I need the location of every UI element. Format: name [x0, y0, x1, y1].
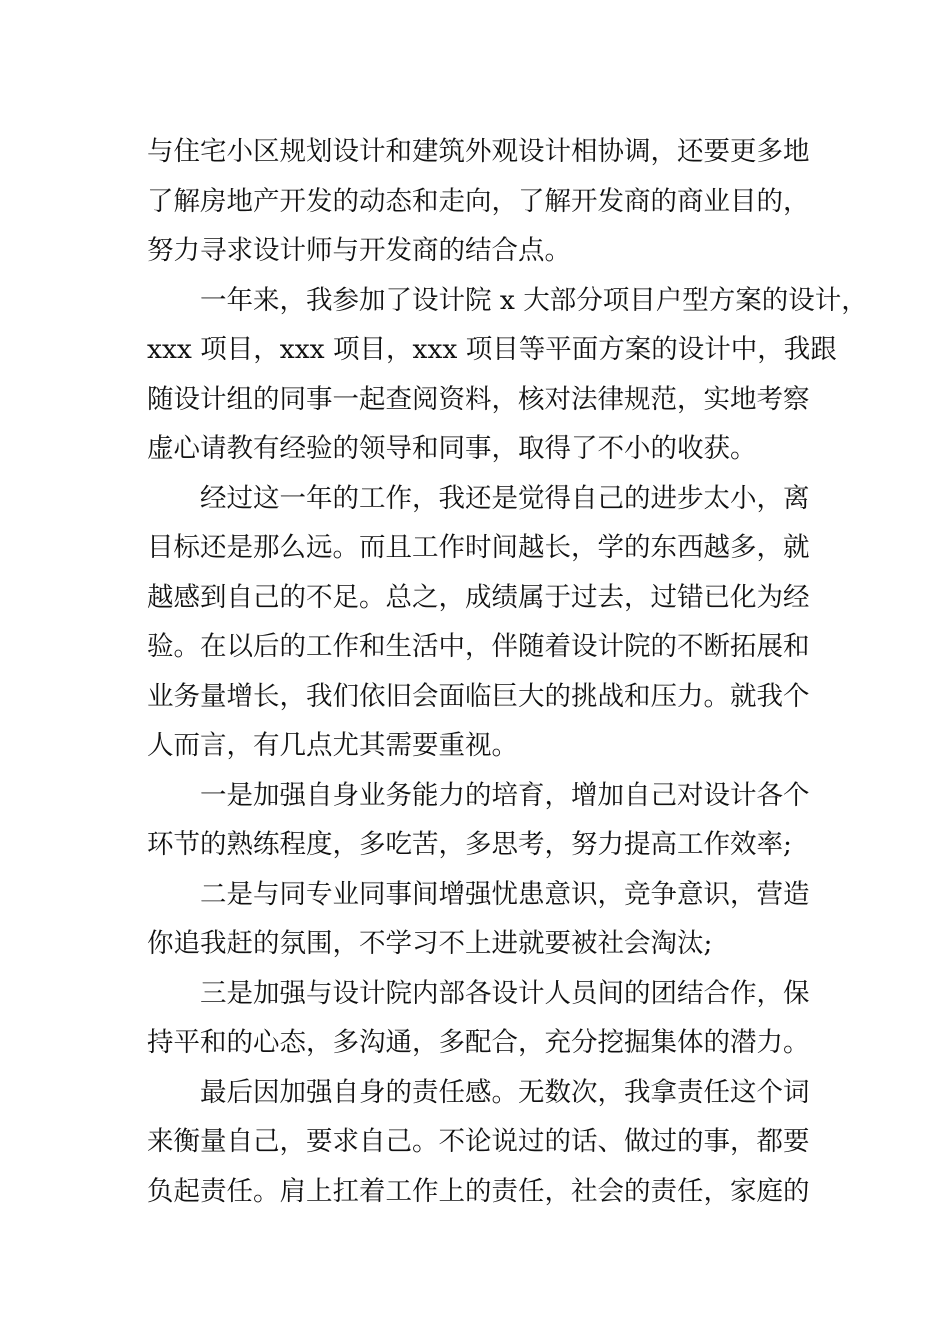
paragraph-start-line: 一年来，我参加了设计院 x 大部分项目户型方案的设计，: [200, 284, 868, 316]
paragraph-start-line: 一是加强自身业务能力的培育，增加自己对设计各个: [200, 779, 810, 811]
text-line: 负起责任。肩上扛着工作上的责任，社会的责任，家庭的: [147, 1175, 810, 1207]
text-line: 人而言，有几点尤其需要重视。: [147, 730, 518, 761]
paragraph-start-line: 二是与同专业同事间增强忧患意识，竞争意识，营造: [200, 878, 810, 910]
text-line: 环节的熟练程度，多吃苦，多思考，努力提高工作效率;: [147, 829, 792, 860]
text-line: 验。在以后的工作和生活中，伴随着设计院的不断拓展和: [147, 631, 810, 662]
text-line: 目标还是那么远。而且工作时间越长，学的东西越多，就: [147, 532, 810, 563]
paragraph-start-line: 最后因加强自身的责任感。无数次，我拿责任这个词: [200, 1076, 810, 1108]
text-line: 随设计组的同事一起查阅资料，核对法律规范，实地考察: [147, 383, 810, 415]
text-line: 虚心请教有经验的领导和同事，取得了不小的收获。: [147, 433, 757, 464]
body-text: [147, 127, 868, 1216]
text-line: 你追我赶的氛围，不学习不上进就要被社会淘汰;: [147, 928, 713, 959]
text-line: 努力寻求设计师与开发商的结合点。: [147, 235, 571, 266]
text-line: 与住宅小区规划设计和建筑外观设计相协调，还要更多地: [147, 136, 810, 167]
paragraph-start-line: 经过这一年的工作，我还是觉得自己的进步太小，离: [200, 482, 810, 514]
paragraph-start-line: 三是加强与设计院内部各设计人员间的团结合作，保: [200, 977, 810, 1009]
text-line: 持平和的心态，多沟通，多配合，充分挖掘集体的潜力。: [147, 1027, 810, 1058]
text-line: xxx 项目，xxx 项目，xxx 项目等平面方案的设计中，我跟: [147, 334, 837, 365]
text-line: 了解房地产开发的动态和走向，了解开发商的商业目的，: [147, 185, 810, 217]
text-line: 业务量增长，我们依旧会面临巨大的挑战和压力。就我个: [147, 680, 810, 712]
text-line: 来衡量自己，要求自己。不论说过的话、做过的事，都要: [147, 1126, 810, 1157]
text-line: 越感到自己的不足。总之，成绩属于过去，过错已化为经: [147, 581, 810, 613]
